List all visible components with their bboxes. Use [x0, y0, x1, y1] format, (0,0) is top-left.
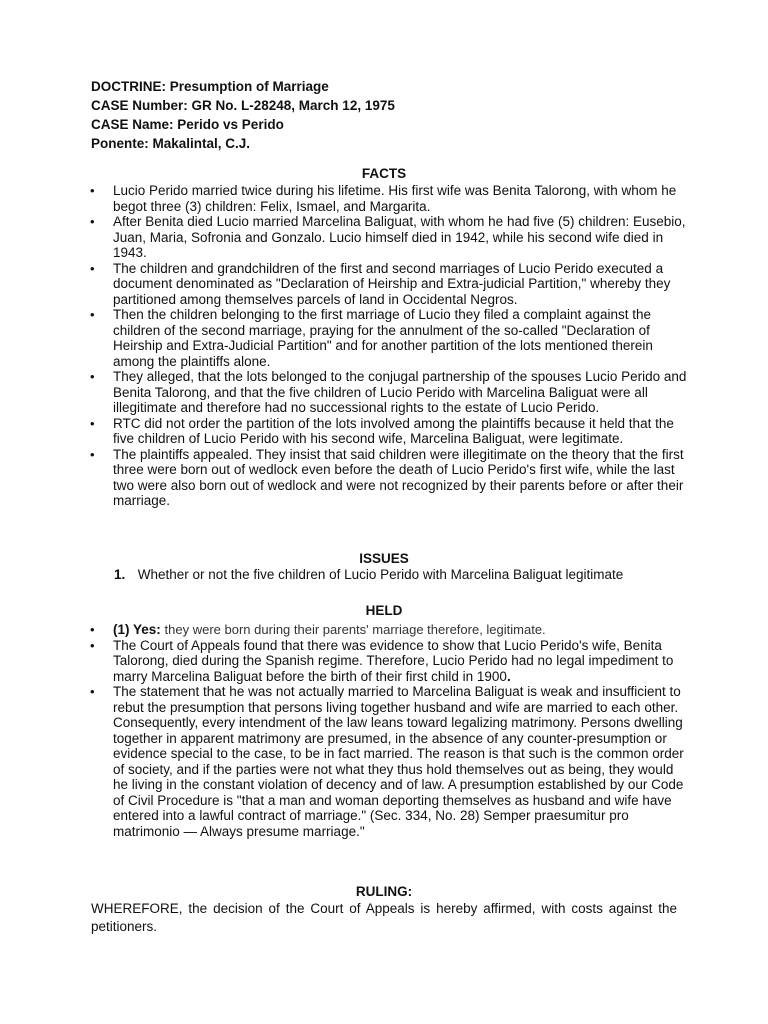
facts-item: • Lucio Perido married twice during his lifetime. His first wife was Benita Talorong, with whom he begot three (3) children: Felix, Ismael, and Margarita.: [88, 183, 688, 214]
held-item: • The statement that he was not actually married to Marcelina Baliguat is weak and insufficient to rebut the presumption that persons living together husband and wife are married to each other. Consequently, every intendment of the law leans toward legalizing matrimony. Persons dwelling together in apparent matrimony are presumed, in the absence of any counter-presumption or evidence special to the case, to be in fact married. The reason is that such is the common order of society, and if the parties were not what they thus hold themselves out as being, they would he living in the constant violation of decency and of law. A presumption established by our Code of Civil Procedure is "that a man and woman deporting themselves as husband and wife have entered into a lawful contract of marriage." (Sec. 334, No. 28) Semper praesumitur pro matrimonio — Always presume marriage.": [88, 684, 688, 839]
held-list: [88, 622, 688, 839]
facts-item: • The plaintiffs appealed. They insist that said children were illegitimate on the theory that the first three were born out of wedlock even before the death of Lucio Perido's first wife, while the last two were also born out of wedlock and were not recognized by their parents before or after their marriage.: [88, 447, 688, 509]
issue-item: [114, 567, 714, 583]
doctrine-line: DOCTRINE: Presumption of Marriage: [91, 79, 329, 94]
facts-heading: FACTS: [361, 166, 407, 181]
issue-text: Whether or not the five children of Lucio Perido with Marcelina Baliguat legitimate: [137, 567, 624, 582]
ruling-paragraph: WHEREFORE, the decision of the Court of Appeals is hereby affirmed, with costs against the petitioners.: [91, 901, 677, 934]
held-item-period: .: [506, 668, 511, 684]
facts-item: • Then the children belonging to the first marriage of Lucio they filed a complaint against the children of the second marriage, praying for the annulment of the so-called "Declaration of Heirship and Extra-Judicial Partition" and for another partition of the lots mentioned therein among the plaintiffs alone.: [88, 307, 688, 369]
issues-heading: ISSUES: [359, 551, 409, 566]
held-heading: HELD: [365, 603, 403, 618]
ponente-line: Ponente: Makalintal, C.J.: [91, 136, 251, 151]
facts-item: • They alleged, that the lots belonged to the conjugal partnership of the spouses Lucio Perido and Benita Talorong, and that the five children of Lucio Perido with Marcelina Baliguat were all illegitimate and therefore had no successional rights to the estate of Lucio Perido.: [88, 369, 688, 416]
issue-number: 1.: [114, 567, 126, 582]
facts-item: • The children and grandchildren of the first and second marriages of Lucio Perido executed a document denominated as "Declaration of Heirship and Extra-judicial Partition," whereby they partitioned among themselves parcels of land in Occidental Negros.: [88, 261, 688, 308]
case-number-line: CASE Number: GR No. L-28248, March 12, 1975: [91, 98, 395, 113]
facts-item: • After Benita died Lucio married Marcelina Baliguat, with whom he had five (5) children: Eusebio, Juan, Maria, Sofronia and Gonzalo. Lucio himself died in 1942, while his second wife died in 1943.: [88, 214, 688, 261]
facts-item: • RTC did not order the partition of the lots involved among the plaintiffs because it held that the five children of Lucio Perido with his second wife, Marcelina Baliguat, were legitimate.: [88, 416, 688, 447]
held-answer-text: they were born during their parents' marriage therefore, legitimate.: [164, 622, 546, 637]
held-answer-label: (1) Yes:: [113, 622, 161, 637]
held-item-text: The Court of Appeals found that there was evidence to show that Lucio Perido's wife, Benita Talorong, died during the Spanish regime. Therefore, Lucio Perido had no legal impediment to marry Marcelina Baliguat before the birth of their first child in 1900: [113, 637, 674, 684]
ruling-heading: RULING:: [355, 884, 413, 899]
held-item: [88, 622, 688, 638]
facts-list: [88, 183, 688, 509]
held-item: [88, 638, 688, 685]
case-name-line: CASE Name: Perido vs Perido: [91, 117, 284, 132]
case-header: [91, 77, 691, 153]
